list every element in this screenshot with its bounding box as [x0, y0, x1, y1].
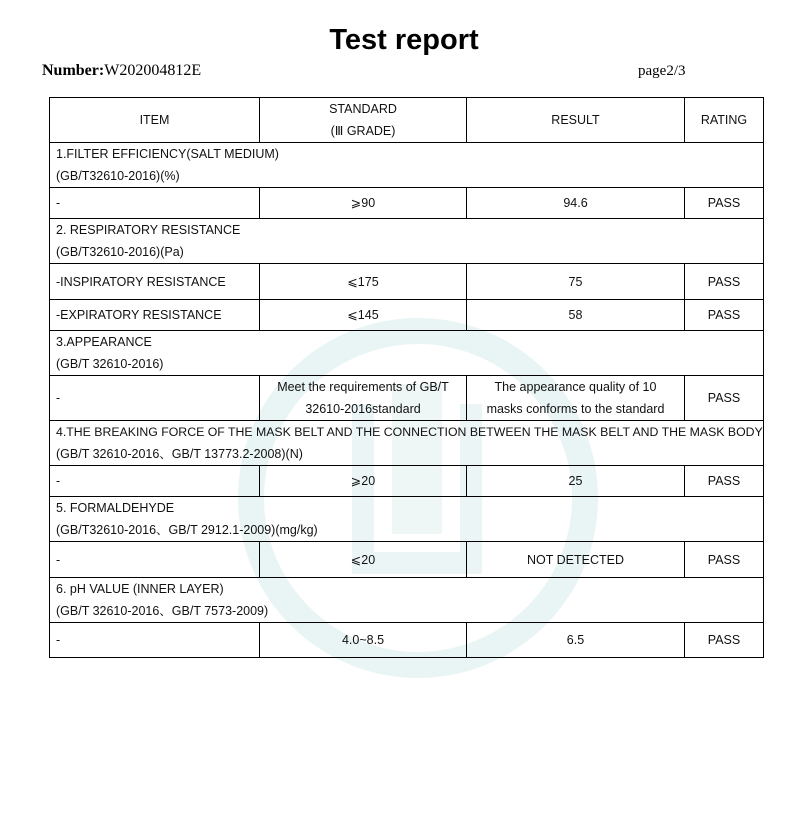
page-title: Test report [329, 24, 479, 56]
section-cell [50, 331, 764, 376]
cell-rating: PASS [685, 542, 764, 578]
section-title: 2. RESPIRATORY RESISTANCE [56, 223, 241, 237]
cell-item: -EXPIRATORY RESISTANCE [50, 300, 260, 331]
report-number [42, 62, 201, 80]
section-cell [50, 497, 764, 542]
cell-result: 94.6 [467, 188, 685, 219]
cell-rating: PASS [685, 623, 764, 658]
cell-result: NOT DETECTED [467, 542, 685, 578]
column-header-standard-line1: STANDARD [329, 102, 397, 116]
section-title: 3.APPEARANCE [56, 335, 152, 349]
cell-item: -INSPIRATORY RESISTANCE [50, 264, 260, 300]
column-header-result: RESULT [467, 98, 685, 143]
section-row [50, 331, 764, 376]
section-reference: (GB/T 32610-2016、GB/T 7573-2009) [56, 604, 269, 618]
cell-standard: 4.0~8.5 [260, 623, 467, 658]
table-row [50, 188, 764, 219]
section-row [50, 497, 764, 542]
section-cell [50, 143, 764, 188]
section-title: 1.FILTER EFFICIENCY(SALT MEDIUM) [56, 147, 279, 161]
cell-item: - [50, 623, 260, 658]
cell-standard: ⩽175 [260, 264, 467, 300]
cell-item: - [50, 376, 260, 421]
cell-rating: PASS [685, 188, 764, 219]
cell-rating: PASS [685, 466, 764, 497]
cell-result: 6.5 [467, 623, 685, 658]
cell-item: - [50, 542, 260, 578]
results-table [49, 97, 764, 658]
section-reference: (GB/T 32610-2016) [56, 357, 164, 371]
cell-standard: ⩽145 [260, 300, 467, 331]
section-cell [50, 421, 764, 466]
cell-item: - [50, 188, 260, 219]
section-reference: (GB/T32610-2016、GB/T 2912.1-2009)(mg/kg) [56, 523, 318, 537]
section-reference: (GB/T 32610-2016、GB/T 13773.2-2008)(N) [56, 447, 303, 461]
cell-standard [260, 376, 467, 421]
section-cell [50, 219, 764, 264]
section-row [50, 143, 764, 188]
cell-result-line2: masks conforms to the standard [486, 402, 665, 416]
section-row [50, 219, 764, 264]
section-row [50, 421, 764, 466]
cell-standard-line1: Meet the requirements of GB/T [277, 380, 449, 394]
column-header-rating: RATING [685, 98, 764, 143]
cell-standard: ⩾20 [260, 466, 467, 497]
table-row [50, 623, 764, 658]
page-indicator: page2/3 [638, 63, 686, 79]
report-number-label: Number: [42, 62, 105, 79]
section-row [50, 578, 764, 623]
cell-result: 75 [467, 264, 685, 300]
section-reference: (GB/T32610-2016)(%) [56, 169, 180, 183]
table-row [50, 376, 764, 421]
section-title: 5. FORMALDEHYDE [56, 501, 175, 515]
cell-rating: PASS [685, 300, 764, 331]
cell-rating: PASS [685, 376, 764, 421]
cell-result: 25 [467, 466, 685, 497]
section-reference: (GB/T32610-2016)(Pa) [56, 245, 184, 259]
section-title: 4.THE BREAKING FORCE OF THE MASK BELT AND THE CONNECTION BETWEEN THE MASK BELT AND THE MASK BODY [56, 425, 763, 439]
table-header-row [50, 98, 764, 143]
column-header-standard-line2: (Ⅲ GRADE) [330, 124, 396, 138]
cell-standard-line2: 32610-2016standard [305, 402, 421, 416]
cell-result-line1: The appearance quality of 10 [494, 380, 657, 394]
column-header-item: ITEM [50, 98, 260, 143]
table-row [50, 300, 764, 331]
report-number-value: W202004812E [104, 62, 202, 79]
cell-result [467, 376, 685, 421]
section-title: 6. pH VALUE (INNER LAYER) [56, 582, 224, 596]
cell-rating: PASS [685, 264, 764, 300]
cell-standard: ⩾90 [260, 188, 467, 219]
cell-item: - [50, 466, 260, 497]
section-cell [50, 578, 764, 623]
cell-result: 58 [467, 300, 685, 331]
column-header-standard [260, 98, 467, 143]
table-row [50, 466, 764, 497]
table-row [50, 264, 764, 300]
cell-standard: ⩽20 [260, 542, 467, 578]
table-row [50, 542, 764, 578]
